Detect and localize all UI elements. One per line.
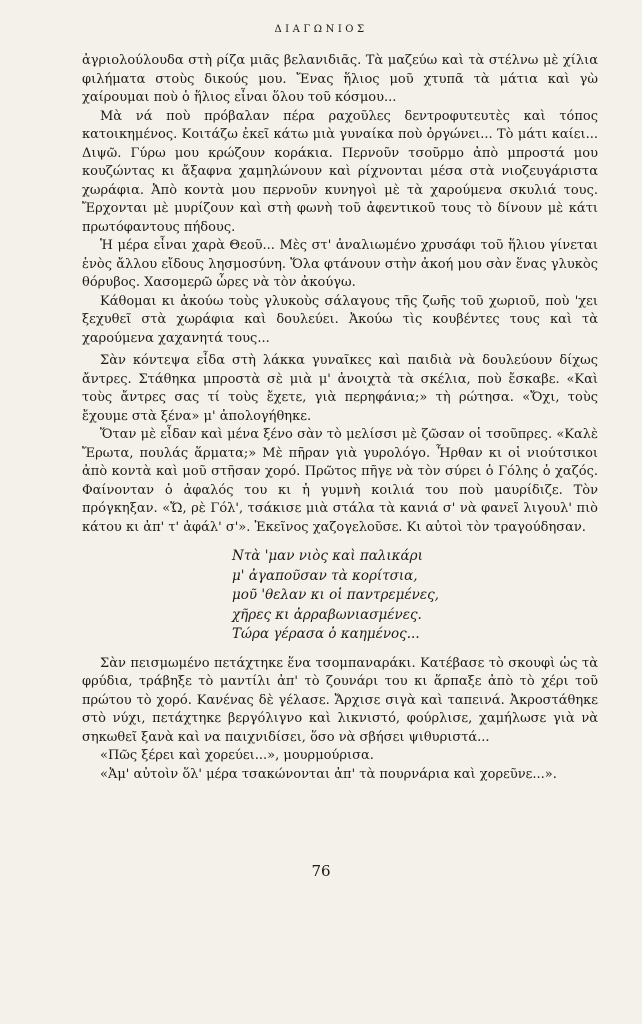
verse-line: Ντὰ 'μαν νιὸς καὶ παλικάρι xyxy=(232,548,423,564)
paragraph: Κάθομαι κι ἀκούω τοὺς γλυκοὺς σάλαγους τῆς ζωῆς τοῦ χωριοῦ, ποὺ 'χει ξεχυθεῖ στὰ χωράφια καὶ δουλεύει. Ἀκούω τὶς κουβέντες τους καὶ τὰ χαρούμενα χαχανητά τους... xyxy=(82,293,598,346)
page-number: 76 xyxy=(311,862,331,880)
body-text xyxy=(82,52,598,784)
song-verse xyxy=(232,547,598,645)
paragraph: Ἡ μέρα εἶναι χαρὰ Θεοῦ... Μὲς στ' ἀναλιωμένο χρυσάφι τοῦ ἥλιου γίνεται ἑνὸς ἄλλου εἴδους λησμοσύνη. Ὅλα φτάνουν στὴν ἀκοή μου σὰν ἕνας γλυκὸς θόρυβος. Χασομερῶ ὧρες νὰ τὸν ἀκούγω. xyxy=(82,238,598,290)
paragraph: ἀγριολούλουδα στὴ ρίζα μιᾶς βελανιδιᾶς. Τὰ μαζεύω καὶ τὰ στέλνω μὲ χίλια φιλήματα στοὺς δικούς μου. Ἔνας ἥλιος μοῦ χτυπᾶ τὰ μάτια καὶ γὼ χαίρουμαι ποὺ ὁ ἥλιος εἶναι ὅλου τοῦ κόσμου... xyxy=(82,53,598,105)
paragraph: Μὰ νά ποὺ πρόβαλαν πέρα ραχοῦλες δεντροφυτευτὲς καὶ τόπος κατοικημένος. Κοιτάζω ἐκεῖ κάτω μιὰ γυναίκα ποὺ ὀργώνει... Τὸ μάτι καίει... Διψῶ. Γύρω μου κρώζουν κοράκια. Περνοῦν τσοῦρμο ἀπὸ μπροστά μου κουζώντας κι ἄξαφνα χαμηλώνουν καὶ ρίχνονται μέσα στὰ νιοζευγάριστα χωράφια. Ἀπὸ κοντὰ μου περνοῦν κυνηγοὶ μὲ τὰ χαρούμενα σκυλιά τους. Ἔρχονται μὲ μυρίζουν καὶ στὴ φωνὴ τοῦ ἀφεντικοῦ τους τὸ δίνουν μὲ κάτι πρωτόφαντους πήδους. xyxy=(82,108,598,235)
paragraph: Σὰν πεισμωμένο πετάχτηκε ἕνα τσομπαναράκι. Κατέβασε τὸ σκουφὶ ὡς τὰ φρύδια, τράβηξε τὸ μαντίλι ἀπ' τὸ ζουνάρι του κι ἅρπαξε ἀπὸ τὸ χέρι τοῦ πρώτου τὸ χορό. Κανένας δὲ γέλασε. Ἄρχισε σιγὰ καὶ ταπεινά. Ἀκροστάθηκε στὸ νύχι, πετάχτηκε βεργόλιγνο καὶ λικνιστό, φούρλισε, χαμήλωσε γιὰ νὰ σηκωθεῖ ξανὰ καὶ να παιχνιδίσει, ὅσο νὰ σβήσει ψιθυριστά... xyxy=(82,655,598,745)
verse-line: μοῦ 'θελαν κι οἱ παντρεμένες, xyxy=(232,587,439,603)
paragraph: Ὅταν μὲ εἶδαν καὶ μένα ξένο σὰν τὸ μελίσσι μὲ ζῶσαν οἱ τσοῦπρες. «Καλὲ Ἔρωτα, πουλάς ἅρματα;» Μὲ πῆραν γιὰ γυρολόγο. Ἦρθαν κι οἱ νιούτσικοι ἀπὸ κοντὰ καὶ μοῦ στῆσαν χορό. Πρῶτος πῆγε νὰ τὸν σύρει ὁ Γόλης ὁ χαζός. Φαίνονταν ὁ ἀφαλός του κι ἡ γυμνὴ κοιλιά του ποὺ μαυρίδιζε. Τὸν πρόγκηξαν. «Ὤ, ρὲ Γόλ', τσάκισε μιὰ στάλα τὰ κανιά σ' νὰ φανεῖ λιγουλ' πιὸ κάτου κι ἀπ' τ' ἀφάλ' σ'». Ἐκεῖνος χαζογελοῦσε. Κι αὐτοὶ τὸν τραγούδησαν. xyxy=(82,427,598,535)
running-header: ΔΙΑΓΩΝΙΟΣ xyxy=(274,24,368,35)
verse-line: χῆρες κι ἀρραβωνιασμένες. xyxy=(232,606,422,623)
paragraph: «Ἀμ' αὐτοὶν ὅλ' μέρα τσακώνονται ἀπ' τὰ πουρνάρια καὶ χορεῦνε...». xyxy=(100,766,557,782)
verse-line: μ' ἀγαποῦσαν τὰ κορίτσια, xyxy=(232,567,418,584)
verse-line: Τώρα γέρασα ὁ καημένος... xyxy=(232,626,420,642)
paragraph: «Πῶς ξέρει καὶ χορεύει...», μουρμούρισα. xyxy=(100,748,374,763)
paragraph: Σὰν κόντεψα εἶδα στὴ λάκκα γυναῖκες καὶ παιδιὰ νὰ δουλεύουν δίχως ἄντρες. Στάθηκα μπροστὰ σὲ μιὰ μ' ἀνοιχτὰ τὰ σκέλια, ποὺ ἔσκαβε. «Καὶ τοὺς ἄντρες σας τί τοὺς ἔχετε, γιὰ περηφάνια;» τὴ ρώτησα. «Ὄχι, τοὺς ἔχουμε στὰ ξένα» μ' ἀπολογήθηκε. xyxy=(82,353,598,424)
